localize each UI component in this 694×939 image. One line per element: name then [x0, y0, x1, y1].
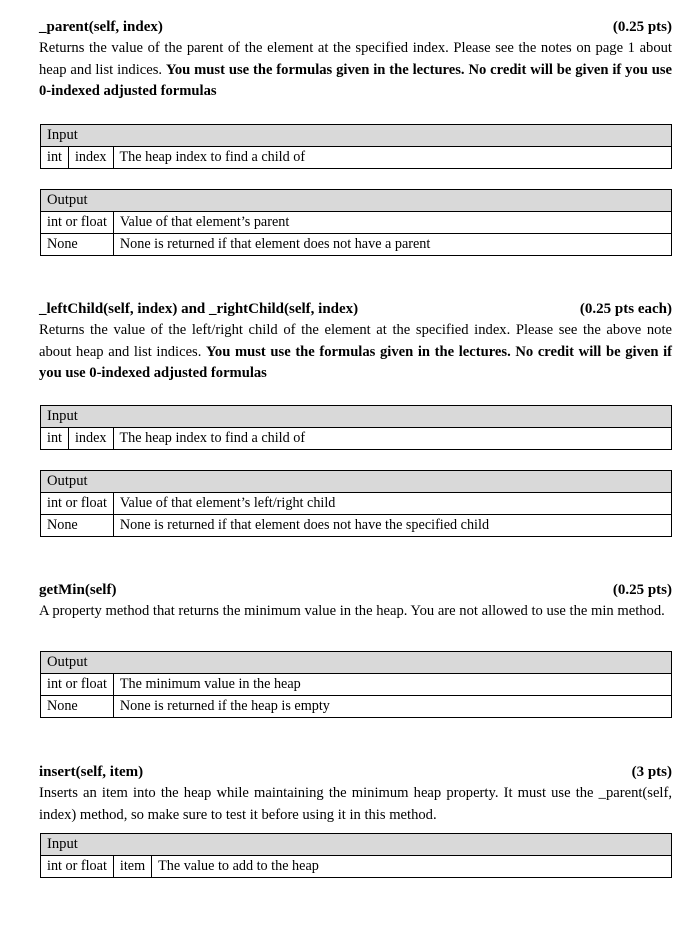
input-table	[40, 124, 672, 169]
table-header: Input	[41, 125, 672, 147]
method-insert-section	[39, 761, 672, 823]
table-row	[41, 856, 672, 878]
return-type: int or float	[41, 493, 114, 515]
method-signature: insert(self, item)	[39, 764, 144, 780]
method-signature: _leftChild(self, index) and _rightChild(self, index)	[39, 301, 359, 317]
param-type: int or float	[41, 856, 114, 878]
table-row	[41, 696, 672, 718]
param-name: item	[113, 856, 151, 878]
input-table	[40, 405, 672, 450]
output-table	[40, 189, 672, 256]
return-description: Value of that element’s left/right child	[113, 493, 671, 515]
param-name: index	[68, 147, 113, 169]
method-points: (0.25 pts each)	[579, 301, 672, 317]
table-row	[41, 493, 672, 515]
method-points: (0.25 pts)	[612, 19, 672, 35]
method-getmin-section	[39, 579, 672, 639]
return-description: None is returned if that element does not have the specified child	[113, 515, 671, 537]
description-emphasis: You must use the formulas given in the lectures. No credit will be given if you use 0-indexed adjusted formulas	[39, 61, 673, 99]
param-description: The heap index to find a child of	[113, 428, 671, 450]
method-points: (3 pts)	[631, 764, 672, 780]
description-emphasis: You must use the formulas given in the lectures. No credit will be given if you use 0-indexed adjusted formulas	[39, 343, 672, 381]
method-description: A property method that returns the minimum value in the heap. You are not allowed to use the min method.	[39, 603, 665, 619]
return-description: None is returned if the heap is empty	[113, 696, 671, 718]
input-table	[40, 833, 672, 878]
output-table	[40, 470, 672, 537]
method-header	[39, 579, 672, 601]
table-row	[41, 674, 672, 696]
table-row	[41, 515, 672, 537]
method-header	[39, 298, 672, 320]
description-text: Returns the value of the parent of the element at the specified index. Please see the notes on page 1 about heap and list indices.	[39, 40, 672, 78]
description-text: Returns the value of the left/right child of the element at the specified index. Please see the above note about heap and list indices.	[39, 322, 672, 360]
return-type: None	[41, 696, 114, 718]
param-name: index	[68, 428, 113, 450]
table-row	[41, 212, 672, 234]
method-parent-section	[39, 16, 672, 106]
method-children-section	[39, 298, 672, 388]
return-description: The minimum value in the heap	[113, 674, 671, 696]
method-signature: _parent(self, index)	[39, 19, 163, 35]
param-description: The value to add to the heap	[152, 856, 672, 878]
method-header	[39, 761, 672, 783]
table-row	[41, 147, 672, 169]
table-row	[41, 234, 672, 256]
param-description: The heap index to find a child of	[113, 147, 671, 169]
output-table	[40, 651, 672, 718]
document-page	[39, 16, 672, 878]
table-header: Input	[41, 834, 672, 856]
return-description: Value of that element’s parent	[113, 212, 671, 234]
table-header: Output	[41, 652, 672, 674]
table-header: Output	[41, 190, 672, 212]
return-type: None	[41, 515, 114, 537]
return-description: None is returned if that element does not have a parent	[113, 234, 671, 256]
method-header	[39, 16, 672, 38]
method-description	[39, 38, 672, 103]
method-description: Inserts an item into the heap while maintaining the minimum heap property. It must use the _parent(self, index) method, so make sure to test it before using it in this method.	[39, 785, 672, 823]
table-header: Output	[41, 471, 672, 493]
table-header: Input	[41, 406, 672, 428]
return-type: int or float	[41, 212, 114, 234]
method-signature: getMin(self)	[39, 582, 117, 598]
method-points: (0.25 pts)	[612, 582, 672, 598]
return-type: None	[41, 234, 114, 256]
param-type: int	[41, 428, 69, 450]
table-row	[41, 428, 672, 450]
method-description	[39, 320, 672, 385]
return-type: int or float	[41, 674, 114, 696]
param-type: int	[41, 147, 69, 169]
